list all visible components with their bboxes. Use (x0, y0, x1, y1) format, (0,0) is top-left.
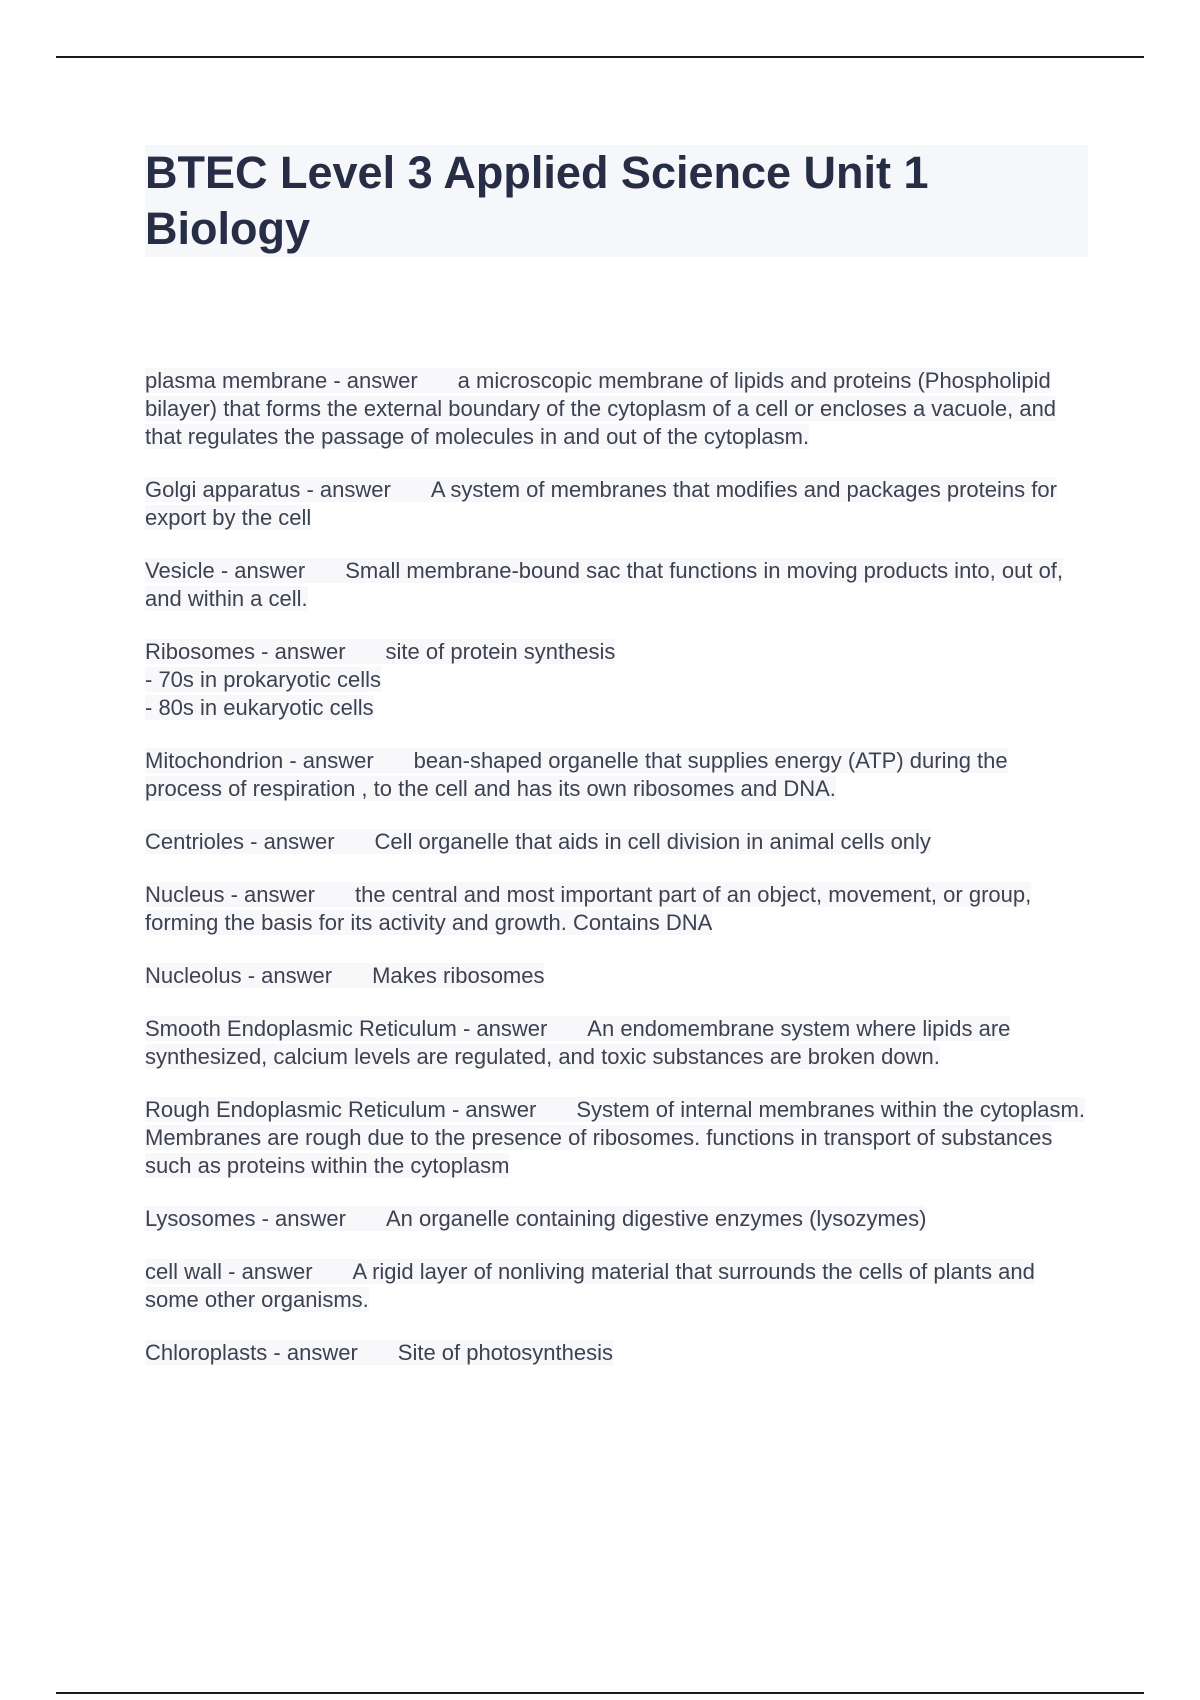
qa-definition: bean-shaped organelle that supplies energy (ATP) during the process of respiration , to the cell and has its own ribosomes and DNA. (145, 748, 1008, 801)
qa-separator: - answer (306, 477, 391, 502)
page-title: BTEC Level 3 Applied Science Unit 1 Biology (145, 147, 929, 254)
qa-separator: - answer (261, 1206, 346, 1231)
qa-definition: An organelle containing digestive enzymes (lysozymes) (385, 1206, 927, 1231)
qa-separator: - answer (462, 1016, 548, 1041)
qa-definition: the central and most important part of an object, movement, or group, forming the basis for its activity and growth. Contains DNA (145, 882, 1032, 935)
bottom-rule (56, 1692, 1144, 1694)
qa-extra-line: - 80s in eukaryotic cells (145, 695, 374, 720)
qa-entry (145, 1258, 1090, 1314)
qa-term: Mitochondrion (145, 748, 284, 773)
qa-separator: - answer (220, 558, 306, 583)
qa-entry (145, 557, 1090, 613)
qa-term: Golgi apparatus (145, 477, 301, 502)
qa-separator: - answer (273, 1340, 358, 1365)
qa-entry (145, 1015, 1090, 1071)
qa-term: Lysosomes (145, 1206, 256, 1231)
qa-term: Nucleolus (145, 963, 242, 988)
qa-extra-line: - 70s in prokaryotic cells (145, 667, 381, 692)
qa-separator: - answer (261, 639, 346, 664)
qa-entry (145, 747, 1090, 803)
qa-entry (145, 828, 1090, 856)
qa-term: Vesicle (145, 558, 215, 583)
qa-definition: A system of membranes that modifies and packages proteins for export by the cell (145, 477, 1057, 530)
qa-entry (145, 367, 1090, 451)
qa-definition: site of protein synthesis (385, 639, 616, 664)
qa-term: Smooth Endoplasmic Reticulum (145, 1016, 457, 1041)
qa-entry (145, 1205, 1090, 1233)
qa-term: Rough Endoplasmic Reticulum (145, 1097, 446, 1122)
qa-entry (145, 881, 1090, 937)
qa-separator: - answer (250, 829, 335, 854)
qa-separator: - answer (230, 882, 315, 907)
qa-separator: - answer (451, 1097, 537, 1122)
qa-term: Centrioles (145, 829, 245, 854)
qa-entry (145, 1096, 1090, 1180)
qa-separator: - answer (333, 368, 418, 393)
qa-entry (145, 638, 1090, 722)
qa-definition: A rigid layer of nonliving material that surrounds the cells of plants and some other organisms. (145, 1259, 1035, 1312)
qa-term: cell wall (145, 1259, 223, 1284)
qa-definition: Makes ribosomes (372, 963, 545, 988)
qa-definition: System of internal membranes within the cytoplasm. Membranes are rough due to the presence of ribosomes. functions in transport of substances such as proteins within the cytoplasm (145, 1097, 1085, 1178)
qa-separator: - answer (247, 963, 333, 988)
qa-separator: - answer (228, 1259, 313, 1284)
qa-entry (145, 476, 1090, 532)
qa-definition: Site of photosynthesis (397, 1340, 614, 1365)
qa-definition: a microscopic membrane of lipids and proteins (Phospholipid bilayer) that forms the external boundary of the cytoplasm of a cell or encloses a vacuole, and that regulates the passage of molecules in and out of the cytoplasm. (145, 368, 1057, 449)
title-box (145, 145, 1088, 257)
qa-entry (145, 1339, 1090, 1367)
qa-separator: - answer (289, 748, 374, 773)
qa-term: Ribosomes (145, 639, 256, 664)
qa-term: plasma membrane (145, 368, 328, 393)
qa-entry (145, 962, 1090, 990)
qa-definition: An endomembrane system where lipids are synthesized, calcium levels are regulated, and toxic substances are broken down. (145, 1016, 1011, 1069)
qa-list (145, 367, 1090, 1392)
qa-definition: Cell organelle that aids in cell division in animal cells only (374, 829, 931, 854)
qa-definition: Small membrane-bound sac that functions in moving products into, out of, and within a cell. (145, 558, 1064, 611)
qa-term: Nucleus (145, 882, 225, 907)
top-rule (56, 56, 1144, 58)
qa-term: Chloroplasts (145, 1340, 268, 1365)
